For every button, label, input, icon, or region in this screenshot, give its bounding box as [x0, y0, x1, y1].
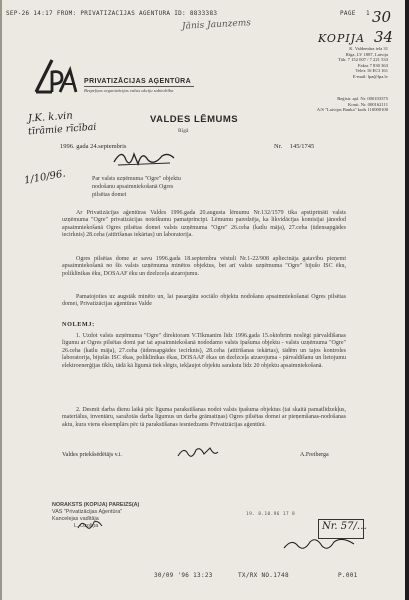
stamp-line: NORAKSTS (KOPIJA) PAREIZS(A) [52, 502, 140, 508]
body-paragraph-2: Ogres pilsētas dome ar savu 1996.gada 18.septembra vēstuli Nr.1-22/908 apliecināja gatavību pieņemt apsaimniekošanā no šīs valsts uzņēmuma minētos objektus, bet arī valsts uzņēmuma "Ogre" bijušo ISC ēku, poliklīnikas ēku, DOSAAF ēku un dzelzceļa atzarojumu. [62, 256, 346, 277]
scan-edge-left [0, 0, 2, 600]
handwritten-note-1: J.K. k.vin [27, 110, 74, 125]
document-date: 1996. gada 24.septembris [60, 143, 127, 150]
stamp-signature [76, 518, 104, 532]
subject-line: pilsētas domei [92, 191, 127, 198]
fax-page-number: 1 [366, 10, 370, 17]
handwritten-top-name: Jānis Jaunzems [181, 18, 252, 32]
signatory-name: A.Freiberga [300, 452, 329, 458]
fax-page-label: PAGE [340, 10, 356, 17]
subject-line: nodošanu apsaimniekošanā Ogres [92, 183, 174, 190]
agency-name: PRIVATIZĀCIJAS AĢENTŪRA [84, 78, 192, 85]
handwritten-corner-number: 30 [372, 8, 392, 26]
handwritten-register: Nr. 57/… [322, 521, 367, 532]
bottom-right-scribble [282, 534, 356, 554]
body-paragraph-3: Pamatojoties uz augstāk minēto un, lai pasargātu sociālo objektu nodošanu apsaimniekošanai Ogres pilsētas domei, Privatizācijas aģentūras Valde [62, 294, 346, 308]
decision-item-1: 1. Uzdot valsts uzņēmuma "Ogre" direktoram V.Tikmanim līdz 1996.gada 15.oktobrim noslēgt pārvaldīšanas līgumu ar Ogres pilsētas domi par tai apsaimniekošanā nododamo valsts īpašuma objektu - valsts uzņēmuma "Ogre" 26.ceha (katlu māja), 27.ceha (ūdensapgādes iecirknis), 28.ceha (attīrīšanas iekārtas), tādēm un tajos kontroles laboratorija, bijušās ISC ēkas, poliklīnikas ēkas, DOSAAF ēkas un dzelzceļa atzarojuma - pārvaldīšanu un lietojumu elektroenerģijas tīklu, tādā kā līgumā tiek slēgts, iekļaujot objektu sarakstu līdz 20 objektu apsaimniekošanā. [62, 333, 346, 369]
address-line: Tālr. 7 152 007 / 7 221 533 [337, 57, 388, 63]
document-number-value: 145/1745 [289, 143, 315, 150]
address-line: Rīga, LV 1887, Latvija [345, 51, 388, 57]
registration-line: Reģistr. apl. Nr. 000103375 [337, 96, 388, 101]
copy-stamp [52, 502, 160, 536]
handwritten-corner-number-2: 34 [374, 28, 394, 46]
document-number-label: Nr. [274, 143, 283, 150]
address-line: Telex 16 ECI 161 [355, 68, 388, 74]
agency-rule [84, 86, 194, 87]
address-line: E-mail: lpa@lpa.lv [352, 73, 388, 79]
agency-logo-icon [32, 58, 78, 94]
stamp-line: L. Ozoliņa [74, 523, 99, 529]
signature-role: Valdes priekšsēdētājs v.i. [62, 452, 122, 458]
stamp-line: Kancelejas vadītāja [52, 516, 99, 522]
fax-footer-time: 30/09 '96 13:23 [154, 572, 213, 579]
handwritten-note-2: tīrāmie rīcībai [27, 121, 97, 138]
fax-footer-page: P.001 [338, 572, 358, 579]
scan-edge-right [405, 0, 409, 600]
subject-line: Par valsts uzņēmuma "Ogre" objektu [92, 176, 181, 182]
handwritten-note-3: 1/10/96. [23, 168, 67, 187]
chairman-signature [176, 444, 220, 460]
agency-subtitle: Bezpeļņas organizācijas valsts akciju sabiedrība [84, 88, 174, 93]
document-place: Rīgā [178, 128, 189, 134]
decision-heading: NOLEMJ: [62, 321, 95, 328]
document-number [274, 143, 314, 150]
registration-line: Konti. Nr. 000162111 [348, 101, 388, 107]
body-paragraph-1: Ar Privatizācijas aģentūras Valdes 1996.gada 20.augusta lēmumu Nr.132/1579 tika apstiprināti valsts uzņēmuma "Ogre" privatizācijas noteikumu pamatprincipi. Lēmumu paredzēja, ka likvidācijas komisijai jānodod apsaimniekošanā Ogres pilsētas domei valsts uzņēmuma "Ogre" 26.ceha (katlu māja), 27.ceha (ūdensapgādes iecirknis) 28.ceha (attīrīšanas iekārtas) un laboratorija. [62, 210, 346, 239]
fax-footer-tx: TX/RX NO.1748 [238, 572, 289, 579]
stamp-line: VAS "Privatizācijas Aģentūra" [52, 509, 123, 515]
decision-item-2: 2. Desmit darba dienu laikā pēc līguma parakstīšanas nodot valsts īpašuma objektus (tai skaitā pamatlīdzekļus, materiālus, inventāru, saražotās darba līgumus un darba grāmatiņas) Ogres pilsētas domei ar pieņemšanas-nodošanas aktu, kura viens eksemplārs pēc tā parakstīšanas iesniedzams Privatizācijas aģentūrā. [62, 407, 346, 428]
footer-stamp-line: 19. 8.10.96 17 8 [246, 512, 296, 517]
address-line: Fakss 7 830 363 [358, 62, 388, 68]
address-line: K. Valdemāra iela 31 [349, 46, 388, 51]
document-title: VALDES LĒMUMS [150, 114, 239, 125]
fax-header: SEP-26 14:17 FROM: PRIVATIZACIJAS AGENTURA ID: 8833383 [6, 10, 218, 17]
registration-line: A/S "Latvijas Banka" kods 110000100 [316, 107, 388, 113]
agency-address [318, 46, 388, 80]
date-signature [112, 146, 176, 168]
document-subject [92, 176, 181, 199]
agency-registration [290, 96, 388, 113]
handwritten-kopija: KOPIJA [318, 32, 366, 45]
